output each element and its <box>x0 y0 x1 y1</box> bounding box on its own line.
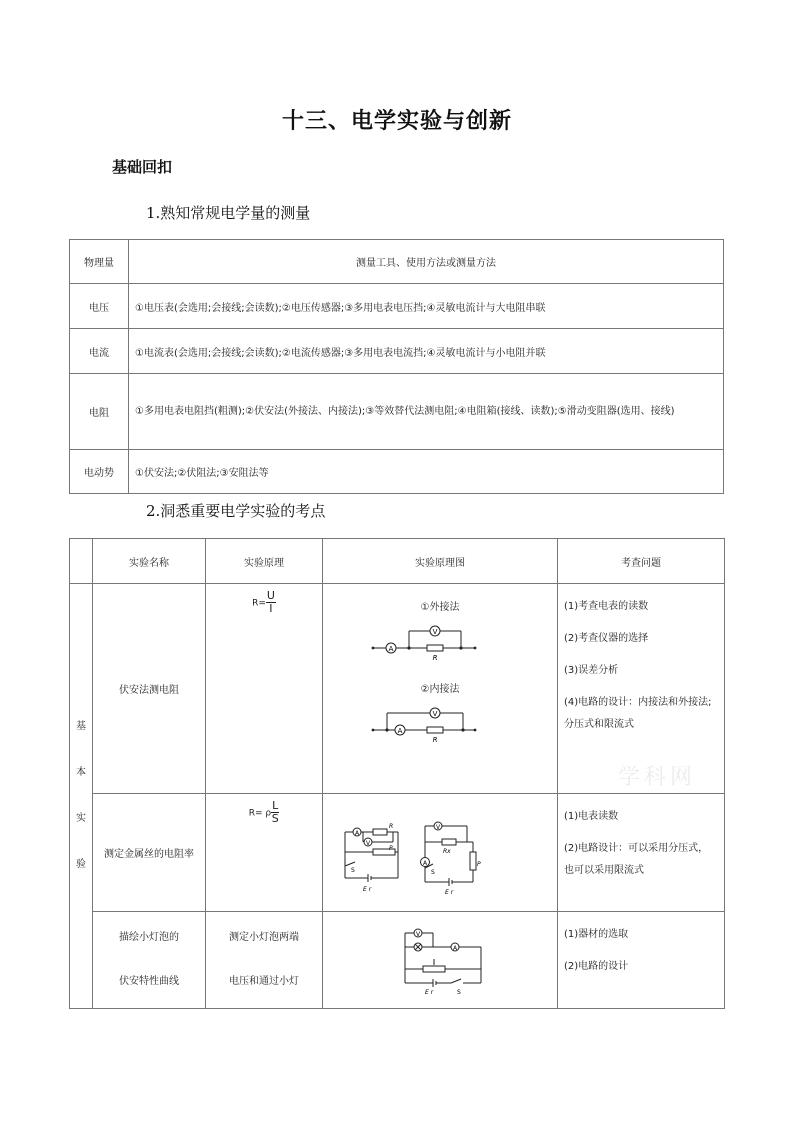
resistor-label: R <box>389 823 394 830</box>
rx-label: Rx <box>443 848 451 855</box>
fraction <box>266 590 276 615</box>
diagram-caption: ②内接法 <box>420 684 460 695</box>
table-row <box>70 329 724 374</box>
subheading-measurement: 1.熟知常规电学量的测量 <box>146 204 311 222</box>
group-label-cell <box>70 584 93 1009</box>
fraction <box>271 800 279 825</box>
principle-lhs: R= ρ <box>248 808 272 819</box>
switch-label: S <box>431 869 435 876</box>
quantity-cell: 电动势 <box>70 450 129 494</box>
method-cell: ①电压表(会选用;会接线;会读数);②电压传感器;③多用电表电压挡;④灵敏电流计与大电阻串联 <box>129 284 724 329</box>
ammeter-label: A <box>452 944 458 952</box>
lamp-circuit <box>323 919 558 999</box>
experiment-name-line: 描绘小灯泡的 <box>119 932 179 943</box>
experiment-name-cell <box>93 912 206 1009</box>
table-row <box>70 450 724 494</box>
experiment-name-line: 伏安特性曲线 <box>119 976 179 987</box>
question-cell <box>558 912 725 1009</box>
resistor-label: R <box>432 654 438 662</box>
group-label-char: 本 <box>76 767 86 778</box>
switch-label: S <box>351 867 355 874</box>
switch-label: S <box>457 988 461 996</box>
table-row <box>70 374 724 450</box>
battery-label: E r <box>363 886 372 893</box>
table-row <box>70 284 724 329</box>
table-header-cell: 实验原理 <box>206 539 323 584</box>
table-header-cell: 测量工具、使用方法或测量方法 <box>129 240 724 284</box>
table-header-cell: 实验名称 <box>93 539 206 584</box>
circuit-diagram-cell <box>323 912 558 1009</box>
section-heading: 基础回扣 <box>112 158 173 176</box>
method-cell: ①多用电表电阻挡(粗测);②伏安法(外接法、内接法);③等效替代法测电阻;④电阻箱(接线、读数);⑤滑动变阻器(选用、接线) <box>129 374 724 450</box>
page-title: 十三、电学实验与创新 <box>281 109 512 134</box>
table-row <box>70 794 725 912</box>
slider-label: P <box>477 861 481 868</box>
quantity-cell: 电流 <box>70 329 129 374</box>
voltmeter-label: V <box>432 628 438 636</box>
fraction-denominator: S <box>271 812 279 825</box>
question-item: (3)误差分析 <box>564 665 619 676</box>
diagram-caption: ①外接法 <box>420 602 460 613</box>
internal-connection-circuit <box>323 695 558 745</box>
question-item: (4)电路的设计：内接法和外接法;分压式和限流式 <box>564 697 712 730</box>
experiment-name-cell: 伏安法测电阻 <box>93 584 206 794</box>
resistivity-circuits <box>323 806 558 896</box>
principle-cell <box>206 794 323 912</box>
voltmeter-label: V <box>432 710 438 718</box>
voltmeter-label: V <box>365 840 371 847</box>
fraction-numerator: L <box>272 799 279 812</box>
group-label-char: 基 <box>76 721 86 732</box>
slider-label: P <box>389 845 393 852</box>
circuit-diagram-cell <box>323 584 558 794</box>
question-item: (1)电表读数 <box>564 811 619 822</box>
question-item: (1)考查电表的读数 <box>564 601 649 612</box>
method-cell: ①电流表(会选用;会接线;会读数);②电流传感器;③多用电表电流挡;④灵敏电流计与小电阻并联 <box>129 329 724 374</box>
table-header-cell: 物理量 <box>70 240 129 284</box>
principle-cell <box>206 912 323 1009</box>
principle-lhs: R= <box>252 598 266 609</box>
ammeter-label: A <box>397 727 403 735</box>
battery-label: E r <box>425 988 434 996</box>
question-item: (1)器材的选取 <box>564 929 629 940</box>
method-cell: ①伏安法;②伏阻法;③安阻法等 <box>129 450 724 494</box>
question-cell <box>558 794 725 912</box>
table-row <box>70 912 725 1009</box>
question-item: (2)电路设计：可以采用分压式，也可以采用限流式 <box>564 843 709 876</box>
voltmeter-label: V <box>415 930 421 938</box>
question-item: (2)考查仪器的选择 <box>564 633 649 644</box>
external-connection-circuit <box>323 613 558 663</box>
group-label-char: 实 <box>76 813 86 824</box>
subheading-experiments: 2.洞悉重要电学实验的考点 <box>146 502 326 520</box>
question-item: (2)电路的设计 <box>564 961 629 972</box>
ammeter-label: A <box>422 860 428 867</box>
fraction-numerator: U <box>266 589 275 602</box>
quantity-cell: 电压 <box>70 284 129 329</box>
principle-line: 测定小灯泡两端 <box>229 932 299 943</box>
battery-label: E r <box>445 889 454 896</box>
table-header-cell <box>70 539 93 584</box>
table-header-cell: 考查问题 <box>558 539 725 584</box>
experiment-name-cell: 测定金属丝的电阻率 <box>93 794 206 912</box>
measurement-table <box>69 239 724 494</box>
fraction-denominator: I <box>269 602 273 615</box>
group-label-char: 验 <box>76 859 86 870</box>
ammeter-label: A <box>354 830 360 837</box>
principle-cell <box>206 584 323 794</box>
principle-line: 电压和通过小灯 <box>229 976 299 987</box>
watermark: 学科网 <box>618 765 697 790</box>
ammeter-label: A <box>388 645 394 653</box>
table-header-cell: 实验原理图 <box>323 539 558 584</box>
resistor-label: R <box>432 736 438 744</box>
voltmeter-label: V <box>435 824 441 831</box>
quantity-cell: 电阻 <box>70 374 129 450</box>
circuit-diagram-cell <box>323 794 558 912</box>
